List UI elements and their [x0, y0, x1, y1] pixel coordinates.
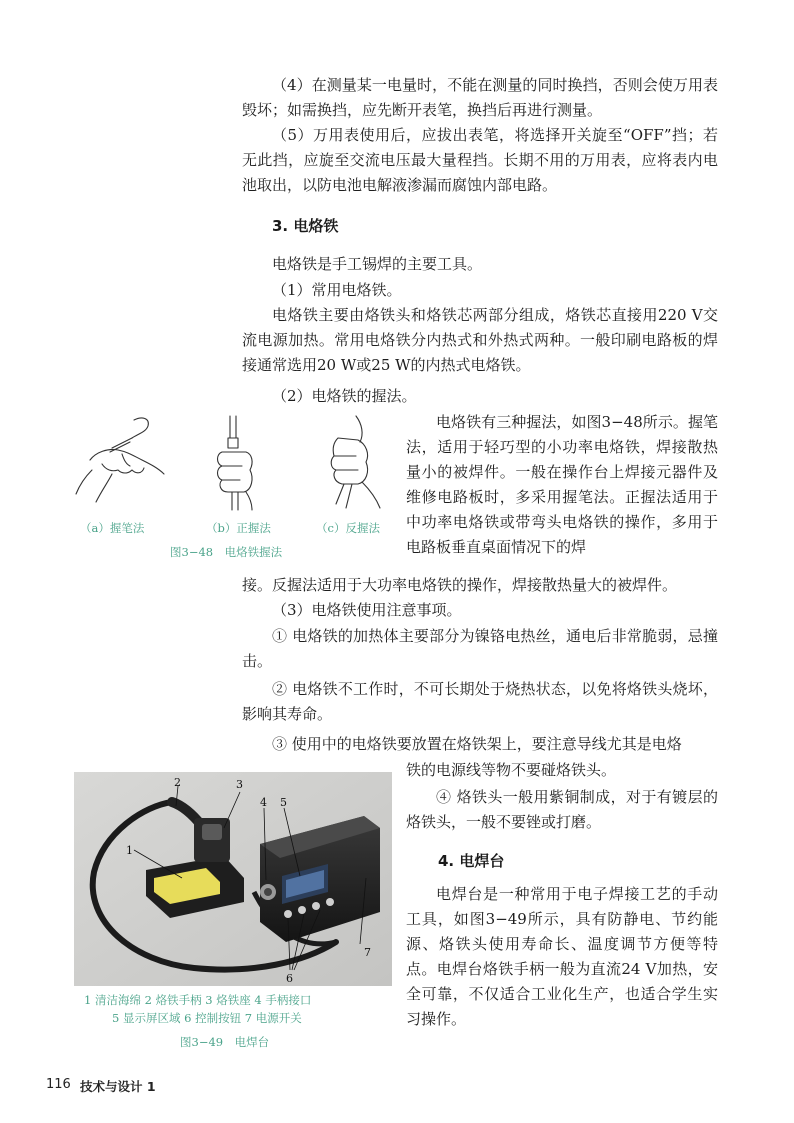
item3-title: （3）电烙铁使用注意事项。 [272, 601, 462, 619]
item2-body-wrapped: 电烙铁有三种握法，如图3−48所示。握笔法，适用于轻巧型的小功率电烙铁，焊接散热量小的被焊件。一般在操作台上焊接元器件及维修电路板时，多采用握笔法。正握法适用于中功率电烙铁或带弯头电烙铁的操作，多用于电路板垂直桌面情况下的焊 [406, 413, 718, 556]
figure49-legend-line1: 1 清洁海绵 2 烙铁手柄 3 烙铁座 4 手柄接口 [84, 993, 312, 1007]
pen-grip-drawing [76, 418, 164, 502]
item2-body-continued: 接。反握法适用于大功率电烙铁的操作，焊接散热量大的被焊件。 [242, 576, 678, 594]
page-number: 116 [46, 1077, 71, 1092]
paragraph-intro: 电烙铁是手工锡焊的主要工具。 [272, 255, 483, 273]
item2-title: （2）电烙铁的握法。 [272, 387, 417, 405]
paragraph-soldering-station: 电焊台是一种常用于电子焊接工艺的手动工具，如图3−49所示，具有防静电、节约能源、烙铁头使用寿命长、温度调节方便等特点。电焊台烙铁手柄一般为直流24 V加热，安全可靠，不仅适合工业化生产，也适合学生实习操作。 [406, 885, 718, 1028]
callout-4: 4 [260, 796, 267, 809]
note-2: ② 电烙铁不工作时，不可长期处于烧热状态，以免将烙铁头烧坏，影响其寿命。 [242, 680, 718, 723]
section-heading-soldering-station: 4. 电焊台 [438, 852, 505, 870]
item1-title: （1）常用电烙铁。 [272, 281, 402, 299]
callout-2: 2 [174, 776, 181, 789]
figure48-caption: 图3−48 电烙铁握法 [170, 545, 283, 559]
note-3-line1: ③ 使用中的电烙铁要放置在烙铁架上，要注意导线尤其是电烙 [272, 735, 682, 753]
callout-5: 5 [280, 796, 287, 809]
reverse-grip-drawing [331, 416, 380, 508]
note-3-line2: 铁的电源线等物不要碰烙铁头。 [406, 761, 617, 779]
section-heading-soldering-iron: 3. 电烙铁 [272, 217, 339, 235]
paragraph-multimeter-4: （4）在测量某一电量时，不能在测量的同时换挡，否则会使万用表毁坏；如需换挡，应先断开表笔，换挡后再进行测量。 [242, 76, 718, 119]
grip-illustrations [72, 412, 390, 512]
item1-body: 电烙铁主要由烙铁头和烙铁芯两部分组成，烙铁芯直接用220 V交流电源加热。常用电烙铁分内热式和外热式两种。一般印刷电路板的焊接通常选用20 W或25 W的内热式电烙铁。 [242, 306, 718, 374]
callout-6: 6 [286, 972, 293, 985]
straight-grip-drawing [218, 416, 253, 510]
figure48-subcaption-a: （a）握笔法 [80, 521, 145, 535]
note-4: ④ 烙铁头一般用紫铜制成，对于有镀层的烙铁头，一般不要锉或打磨。 [406, 788, 718, 831]
book-title: 技术与设计 1 [80, 1079, 156, 1094]
figure48-subcaption-b: （b）正握法 [206, 521, 271, 535]
note-1: ① 电烙铁的加热体主要部分为镍铬电热丝，通电后非常脆弱，忌撞击。 [242, 627, 718, 670]
figure48-subcaption-c: （c）反握法 [316, 521, 380, 535]
callout-1: 1 [126, 844, 133, 857]
callout-7: 7 [364, 946, 371, 959]
figure49-legend-line2: 5 显示屏区域 6 控制按钮 7 电源开关 [112, 1011, 302, 1025]
figure49-caption: 图3−49 电焊台 [180, 1035, 270, 1049]
callout-3: 3 [236, 778, 243, 791]
paragraph-multimeter-5: （5）万用表使用后，应拔出表笔，将选择开关旋至“OFF”挡；若无此挡，应旋至交流电压最大量程挡。长期不用的万用表，应将表内电池取出，以防电池电解液渗漏而腐蚀内部电路。 [242, 126, 718, 194]
soldering-station-photo [74, 772, 392, 986]
